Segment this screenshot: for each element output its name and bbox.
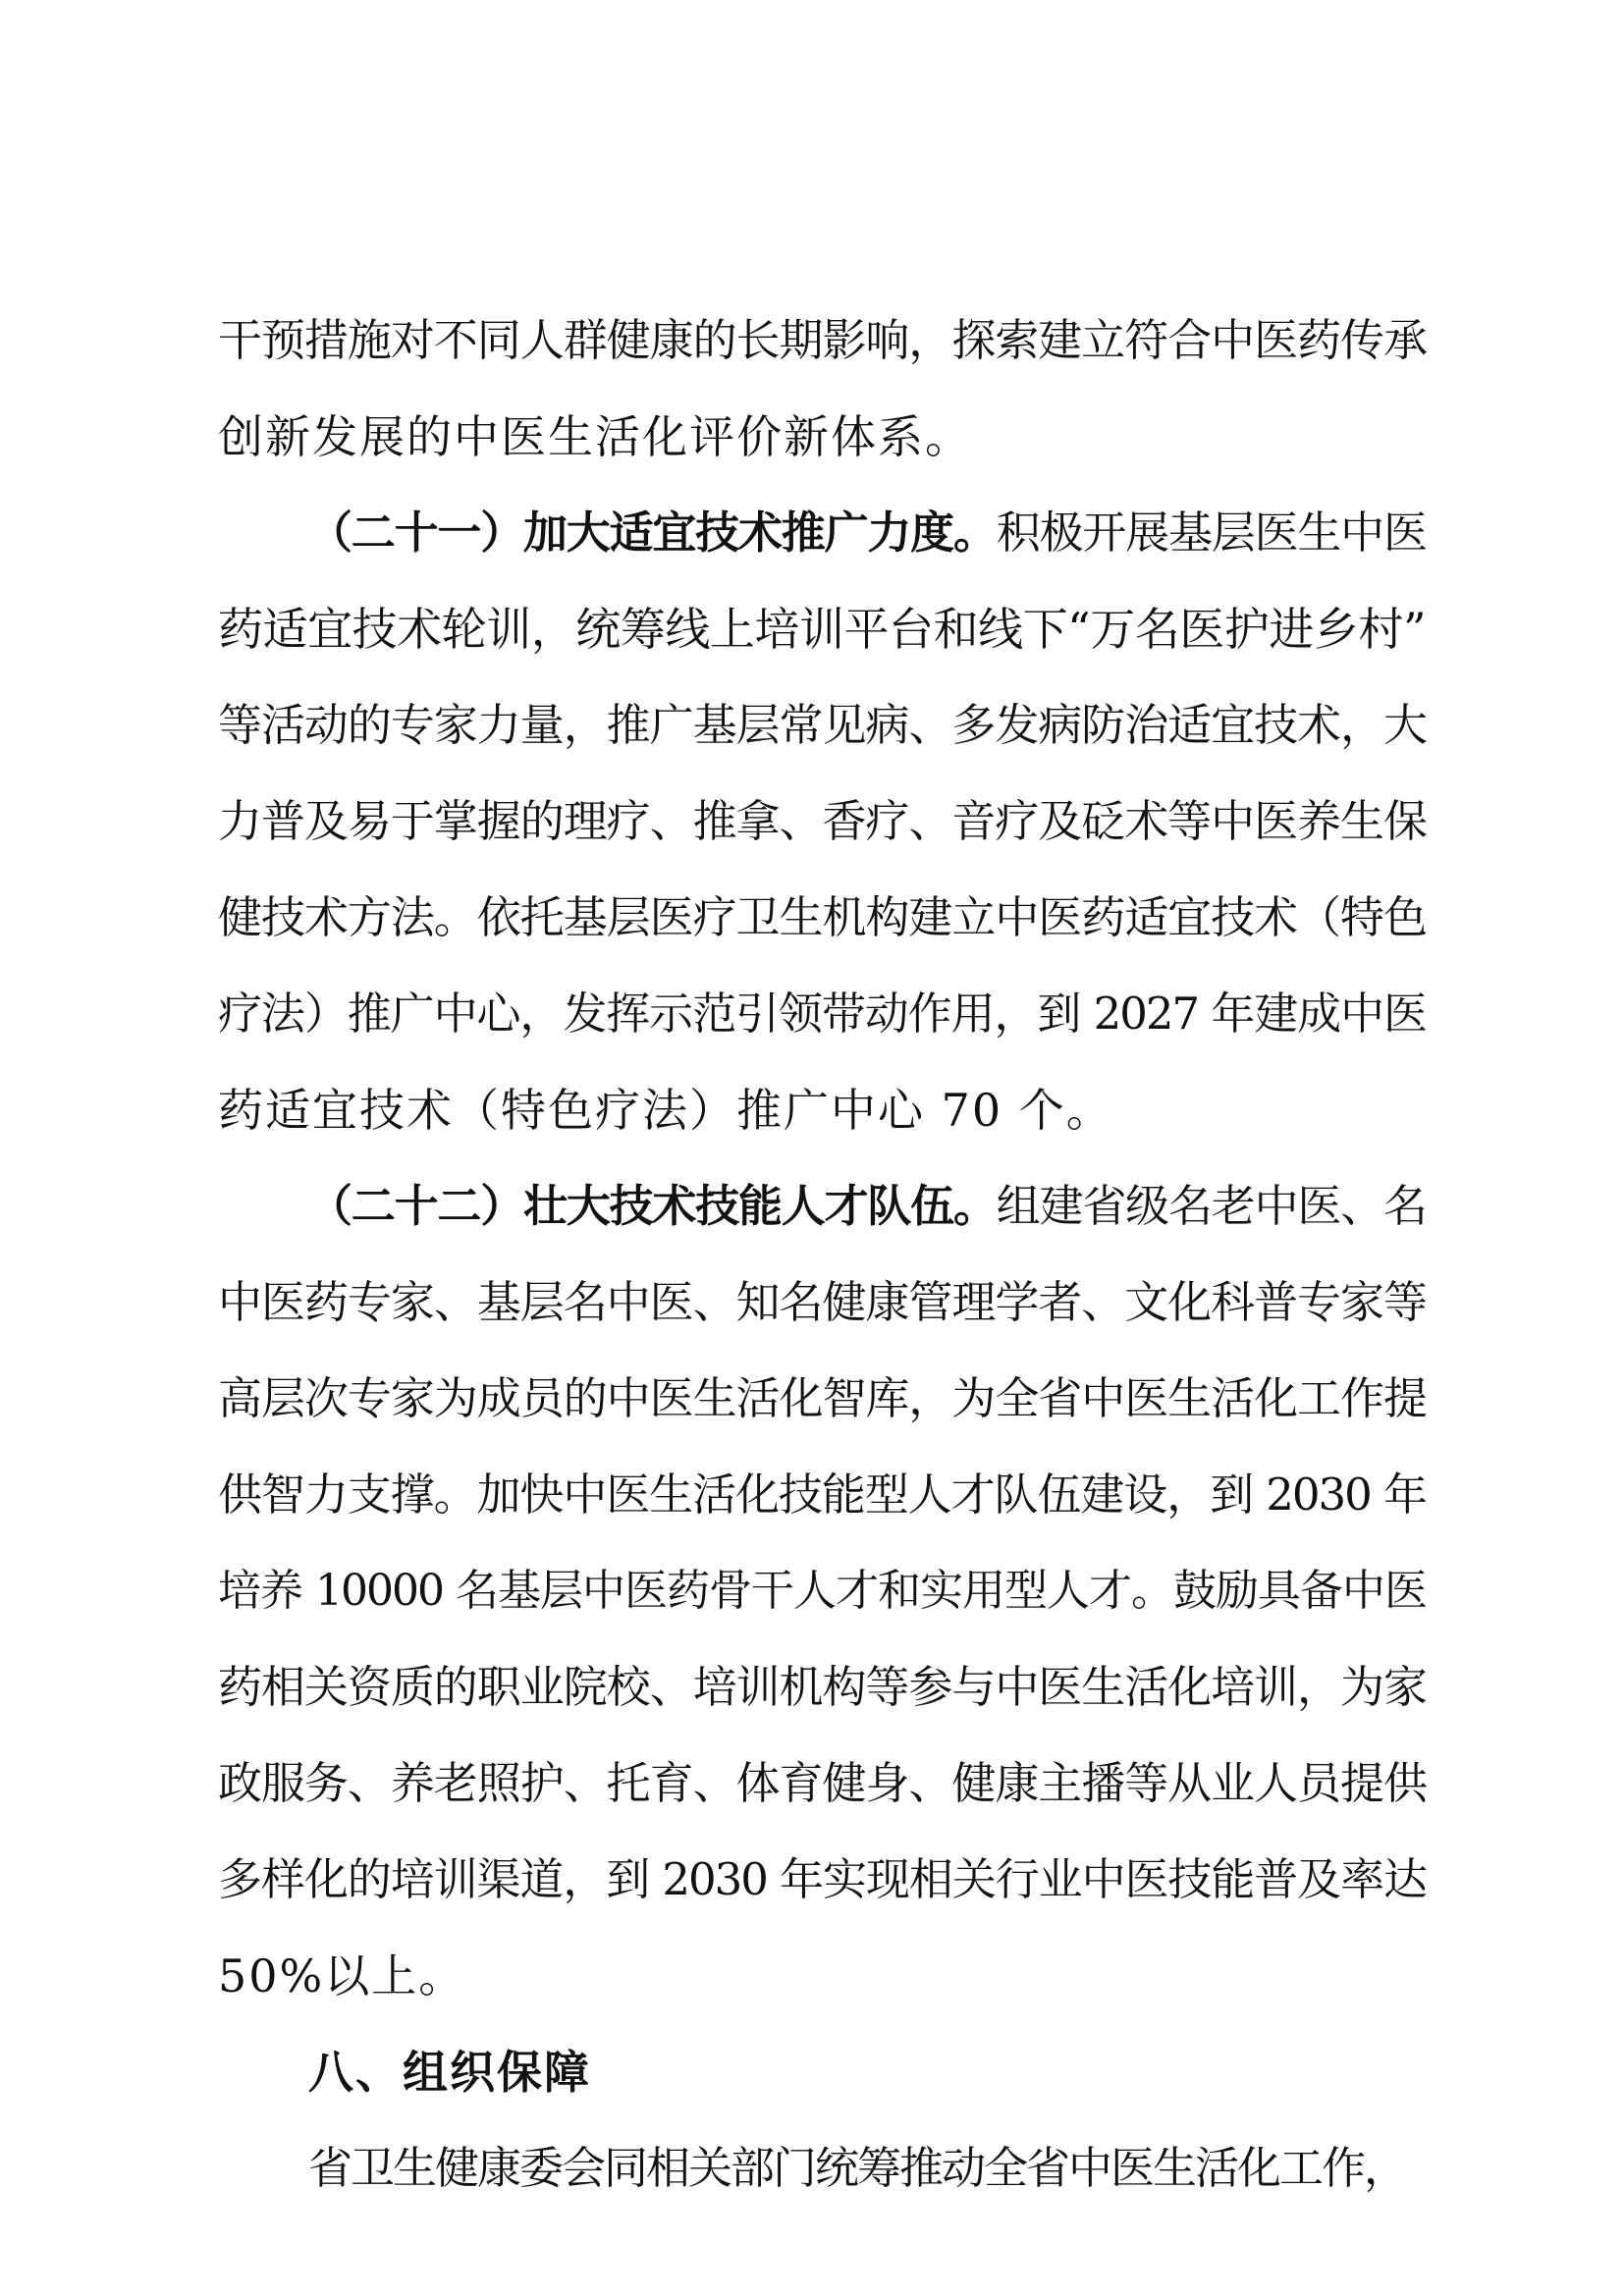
paragraph-line: 供智力支撑。加快中医生活化技能型人才队伍建设，到 2030 年 [218, 1468, 1426, 1521]
paragraph-text: 积极开展基层医生中医 [996, 507, 1426, 559]
paragraph-line: 药适宜技术（特色疗法）推广中心 70 个。 [218, 1084, 1113, 1137]
subsection-heading: （二十二）壮大技术技能人才队伍。 [308, 1180, 997, 1232]
paragraph-line: 培养 10000 名基层中医药骨干人才和实用型人才。鼓励具备中医 [218, 1566, 1426, 1616]
paragraph-line: 健技术方法。依托基层医疗卫生机构建立中医药适宜技术（特色 [218, 891, 1426, 943]
paragraph-line: 政服务、养老照护、托育、体育健身、健康主播等从业人员提供 [218, 1757, 1426, 1809]
paragraph-line: 50%以上。 [218, 1949, 466, 2002]
paragraph-line: 药适宜技术轮训，统筹线上培训平台和线下“万名医护进乡村” [218, 603, 1426, 656]
paragraph-line: 高层次专家为成员的中医生活化智库，为全省中医生活化工作提 [218, 1372, 1426, 1424]
subsection-heading: （二十一）加大适宜技术推广力度。 [308, 507, 997, 559]
paragraph-line: 中医药专家、基层名中医、知名健康管理学者、文化科普专家等 [218, 1276, 1426, 1328]
paragraph-line: 省卫生健康委会同相关部门统筹推动全省中医生活化工作， [308, 2142, 1407, 2194]
paragraph-line: 力普及易于掌握的理疗、推拿、香疗、音疗及砭术等中医养生保 [218, 795, 1426, 847]
paragraph-line: 疗法）推广中心，发挥示范引领带动作用，到 2027 年建成中医 [218, 988, 1426, 1040]
paragraph-line: 等活动的专家力量，推广基层常见病、多发病防治适宜技术，大 [218, 699, 1426, 751]
document-body [218, 293, 1426, 2216]
paragraph-line: 药相关资质的职业院校、培训机构等参与中医生活化培训，为家 [218, 1661, 1426, 1713]
paragraph-line: 干预措施对不同人群健康的长期影响，探索建立符合中医药传承 [218, 314, 1426, 366]
section-heading: 八、组织保障 [308, 2046, 591, 2099]
paragraph-line [218, 485, 1426, 581]
paragraph-line: 多样化的培训渠道，到 2030 年实现相关行业中医技能普及率达 [218, 1853, 1426, 1905]
paragraph-line [218, 1158, 1426, 1255]
paragraph-line: 创新发展的中医生活化评价新体系。 [218, 410, 972, 463]
paragraph-text: 组建省级名老中医、名 [996, 1180, 1426, 1232]
